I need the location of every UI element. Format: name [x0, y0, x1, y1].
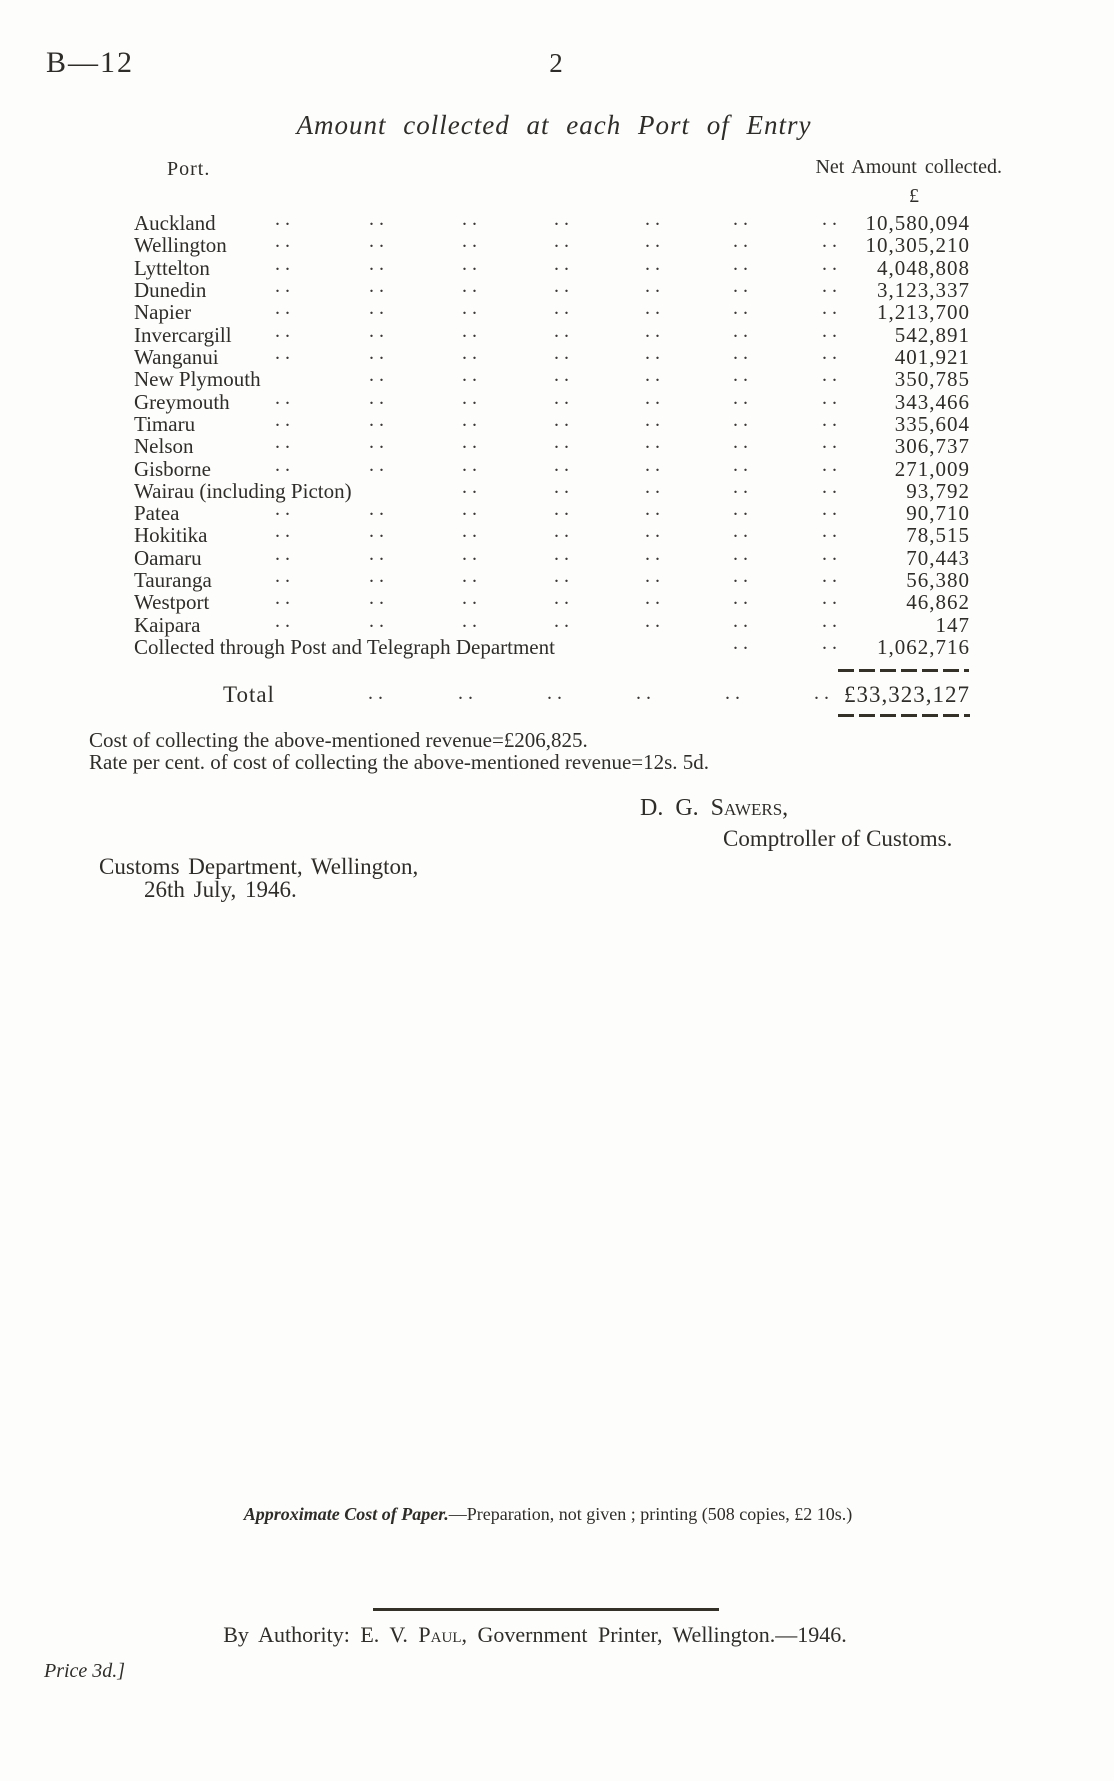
footer-rule — [373, 1608, 719, 1611]
dot-leader: .. — [733, 297, 753, 320]
dot-leader: .. — [645, 297, 665, 320]
dot-leader: .. — [462, 408, 482, 431]
authority-line — [0, 1622, 1070, 1648]
amount-value: 78,515 — [906, 523, 970, 548]
dot-leader: .. — [822, 587, 842, 610]
paper-cost-text: —Preparation, not given ; printing (508 copies, £2 10s.) — [448, 1504, 853, 1524]
dot-leader: .. — [275, 542, 295, 565]
dot-leader: .. — [645, 386, 665, 409]
total-row — [134, 682, 970, 708]
dot-leader: .. — [822, 520, 842, 543]
dot-leader: .. — [645, 475, 665, 498]
dot-leader: .. — [369, 408, 389, 431]
dot-leader: .. — [275, 208, 295, 230]
port-name: Lyttelton — [134, 255, 210, 280]
dot-leader: .. — [275, 565, 295, 588]
dot-leader: .. — [369, 230, 389, 253]
dot-leader: .. — [733, 230, 753, 253]
rule-below-total — [838, 714, 970, 717]
table-row — [134, 297, 970, 325]
dot-leader: .. — [733, 632, 753, 655]
table-row — [134, 386, 970, 414]
dot-leader: .. — [822, 408, 842, 431]
amount-value: 3,123,337 — [877, 277, 970, 302]
dot-leader: .. — [275, 386, 295, 409]
dot-leader: .. — [645, 453, 665, 476]
dot-leader: .. — [645, 520, 665, 543]
dot-leader: .. — [369, 542, 389, 565]
price-note: Price 3d.] — [44, 1660, 126, 1682]
dot-leader: .. — [733, 587, 753, 610]
dot-leader: .. — [275, 408, 295, 431]
amount-value: 10,305,210 — [865, 233, 970, 258]
column-header-port: Port. — [167, 158, 211, 180]
amount-value: 4,048,808 — [877, 255, 970, 280]
port-name: Napier — [134, 300, 192, 325]
paper-cost-note — [0, 1504, 1096, 1525]
dot-leader: .. — [462, 565, 482, 588]
dot-leader: .. — [554, 520, 574, 543]
dot-leader: .. — [275, 587, 295, 610]
table-row — [134, 341, 970, 369]
dot-leader: .. — [645, 230, 665, 253]
dot-leader: .. — [645, 252, 665, 275]
total-label: Total — [223, 682, 275, 707]
table-row — [134, 319, 970, 347]
dot-leader: .. — [822, 319, 842, 342]
port-name: Oamaru — [134, 545, 202, 570]
dot-leader: .. — [554, 542, 574, 565]
dot-leader: .. — [822, 565, 842, 588]
dot-leader: .. — [733, 252, 753, 275]
dot-leader: .. — [733, 498, 753, 521]
port-name: Patea — [134, 501, 180, 526]
authority-rest: , Government Printer, Wellington.—1946. — [461, 1622, 847, 1647]
authority-prefix: By Authority: — [223, 1622, 361, 1647]
dot-leader: .. — [733, 520, 753, 543]
dot-leader: .. — [554, 230, 574, 253]
dot-leader: .. — [822, 453, 842, 476]
dot-leader: .. — [733, 609, 753, 632]
amount-value: 90,710 — [906, 501, 970, 526]
port-name: Kaipara — [134, 612, 201, 637]
table-row — [134, 542, 970, 570]
amount-value: 343,466 — [894, 389, 970, 414]
dot-leader: .. — [733, 386, 753, 409]
cost-note: Cost of collecting the above-mentioned revenue=£206,825. — [89, 728, 588, 752]
dot-leader: .. — [462, 208, 482, 230]
amount-value: 542,891 — [894, 322, 970, 347]
dot-leader: .. — [369, 431, 389, 454]
dot-leader: .. — [462, 475, 482, 498]
port-name: Collected through Post and Telegraph Department — [134, 635, 555, 660]
port-name: Dunedin — [134, 277, 207, 302]
dot-leader: .. — [554, 341, 574, 364]
dot-leader: .. — [462, 274, 482, 297]
dot-leader: .. — [733, 364, 753, 387]
dot-leader: .. — [822, 230, 842, 253]
dot-leader: .. — [462, 386, 482, 409]
amount-value: 306,737 — [894, 434, 970, 459]
dot-leader: .. — [462, 520, 482, 543]
amount-value: 93,792 — [906, 478, 970, 503]
dot-leader: .. — [645, 364, 665, 387]
dot-leader: .. — [645, 319, 665, 342]
port-table — [134, 208, 970, 663]
dot-leader: .. — [554, 319, 574, 342]
total-amount: £33,323,127 — [844, 682, 970, 707]
dot-leader: .. — [554, 609, 574, 632]
signatory-name: D. G. Sawers, — [640, 795, 789, 821]
dot-leader: .. — [369, 274, 389, 297]
dot-leader: .. — [369, 252, 389, 275]
port-name: Hokitika — [134, 523, 208, 548]
dot-leader: .. — [822, 364, 842, 387]
dot-leader: .. — [462, 319, 482, 342]
port-name: Timaru — [134, 411, 196, 436]
dot-leader: .. — [822, 208, 842, 230]
port-name: Wairau (including Picton) — [134, 478, 352, 503]
dot-leader: .. — [645, 565, 665, 588]
dot-leader: .. — [462, 587, 482, 610]
dot-leader: .. — [369, 565, 389, 588]
dot-leader: .. — [275, 520, 295, 543]
dot-leader: .. — [554, 498, 574, 521]
dot-leader: .. — [733, 408, 753, 431]
port-name: Wanganui — [134, 344, 219, 369]
dot-leader: .. — [733, 208, 753, 230]
dot-leader: .. — [369, 609, 389, 632]
dot-leader: .. — [645, 587, 665, 610]
dot-leader: .. — [733, 341, 753, 364]
dot-leader: .. — [458, 682, 478, 704]
dot-leader: .. — [275, 498, 295, 521]
table-row — [134, 632, 970, 660]
amount-value: 1,213,700 — [877, 300, 970, 325]
dot-leader: .. — [369, 386, 389, 409]
dot-leader: .. — [822, 431, 842, 454]
dot-leader: .. — [554, 408, 574, 431]
dot-leader: .. — [554, 208, 574, 230]
dot-leader: .. — [462, 431, 482, 454]
dot-leader: .. — [725, 682, 745, 704]
dot-leader: .. — [368, 682, 388, 704]
dot-leader: .. — [822, 274, 842, 297]
dot-leader: .. — [462, 252, 482, 275]
dot-leader: .. — [554, 453, 574, 476]
table-row — [134, 408, 970, 436]
dot-leader: .. — [822, 609, 842, 632]
dot-leader: .. — [645, 274, 665, 297]
dot-leader: .. — [733, 475, 753, 498]
table-row — [134, 431, 970, 459]
table-row — [134, 475, 970, 503]
table-row — [134, 587, 970, 615]
dot-leader: .. — [733, 542, 753, 565]
table-row — [134, 565, 970, 593]
table-row — [134, 230, 970, 258]
dot-leader: .. — [547, 682, 567, 704]
dot-leader: .. — [822, 475, 842, 498]
dot-leader: .. — [369, 341, 389, 364]
dot-leader: .. — [554, 297, 574, 320]
table-row — [134, 498, 970, 526]
dot-leader: .. — [822, 252, 842, 275]
dot-leader: .. — [645, 431, 665, 454]
dot-leader: .. — [645, 341, 665, 364]
amount-value: 335,604 — [894, 411, 970, 436]
dot-leader: .. — [462, 364, 482, 387]
dot-leader: .. — [814, 682, 834, 704]
table-row — [134, 609, 970, 637]
port-name: New Plymouth — [134, 367, 261, 392]
dot-leader: .. — [275, 341, 295, 364]
port-name: Greymouth — [134, 389, 230, 414]
dot-leader: .. — [822, 386, 842, 409]
dot-leader: .. — [462, 542, 482, 565]
dot-leader: .. — [369, 498, 389, 521]
port-name: Invercargill — [134, 322, 232, 347]
dot-leader: .. — [554, 565, 574, 588]
dot-leader: .. — [822, 341, 842, 364]
column-header-amount: Net Amount collected. — [815, 156, 1002, 178]
dot-leader: .. — [733, 274, 753, 297]
dot-leader: .. — [275, 431, 295, 454]
dot-leader: .. — [733, 453, 753, 476]
dot-leader: .. — [636, 682, 656, 704]
amount-value: 10,580,094 — [865, 211, 970, 235]
port-name: Auckland — [134, 211, 216, 235]
port-name: Wellington — [134, 233, 227, 258]
table-title: Amount collected at each Port of Entry — [296, 110, 812, 140]
dot-leader: .. — [822, 542, 842, 565]
dot-leader: .. — [275, 609, 295, 632]
table-row — [134, 453, 970, 481]
table-row — [134, 274, 970, 302]
amount-value: 56,380 — [906, 568, 970, 593]
dot-leader: .. — [645, 408, 665, 431]
dot-leader: .. — [554, 252, 574, 275]
dot-leader: .. — [554, 587, 574, 610]
dot-leader: .. — [275, 230, 295, 253]
dot-leader: .. — [462, 609, 482, 632]
dot-leader: .. — [369, 453, 389, 476]
amount-value: 401,921 — [894, 344, 970, 369]
dot-leader: .. — [275, 252, 295, 275]
table-row — [134, 252, 970, 280]
department-line: Customs Department, Wellington, — [99, 854, 419, 879]
dot-leader: .. — [275, 297, 295, 320]
dot-leader: .. — [554, 274, 574, 297]
currency-symbol: £ — [909, 185, 919, 207]
dot-leader: .. — [462, 341, 482, 364]
authority-printer-name: E. V. Paul — [360, 1622, 462, 1647]
dot-leader: .. — [822, 632, 842, 655]
dot-leader: .. — [733, 565, 753, 588]
port-name: Westport — [134, 590, 210, 615]
dot-leader: .. — [822, 297, 842, 320]
rate-note: Rate per cent. of cost of collecting the above-mentioned revenue=12s. 5d. — [89, 750, 710, 774]
dot-leader: .. — [369, 208, 389, 230]
amount-value: 46,862 — [906, 590, 970, 615]
port-name: Nelson — [134, 434, 194, 459]
dot-leader: .. — [554, 475, 574, 498]
dot-leader: .. — [462, 498, 482, 521]
table-row — [134, 364, 970, 392]
dot-leader: .. — [554, 386, 574, 409]
dot-leader: .. — [645, 609, 665, 632]
amount-value: 1,062,716 — [877, 635, 970, 660]
port-name: Tauranga — [134, 568, 212, 593]
dot-leader: .. — [822, 498, 842, 521]
dot-leader: .. — [733, 319, 753, 342]
table-row — [134, 208, 970, 235]
dot-leader: .. — [645, 498, 665, 521]
dot-leader: .. — [645, 542, 665, 565]
dot-leader: .. — [645, 208, 665, 230]
report-code: B—12 — [46, 46, 135, 79]
amount-value: 350,785 — [894, 367, 970, 392]
dot-leader: .. — [554, 364, 574, 387]
dot-leader: .. — [275, 319, 295, 342]
dot-leader: .. — [462, 453, 482, 476]
amount-value: 271,009 — [894, 456, 970, 481]
date-line: 26th July, 1946. — [144, 877, 297, 902]
rule-above-total — [838, 669, 969, 672]
dot-leader: .. — [369, 587, 389, 610]
dot-leader: .. — [369, 319, 389, 342]
dot-leader: .. — [369, 364, 389, 387]
dot-leader: .. — [733, 431, 753, 454]
dot-leader: .. — [275, 453, 295, 476]
port-name: Gisborne — [134, 456, 211, 481]
page-number: 2 — [549, 48, 563, 78]
amount-value: 70,443 — [906, 545, 970, 570]
dot-leader: .. — [369, 520, 389, 543]
dot-leader: .. — [462, 297, 482, 320]
amount-value: 147 — [935, 612, 970, 637]
dot-leader: .. — [554, 431, 574, 454]
paper-cost-label: Approximate Cost of Paper. — [243, 1504, 449, 1524]
signatory-title: Comptroller of Customs. — [723, 826, 953, 851]
table-row — [134, 520, 970, 548]
dot-leader: .. — [462, 230, 482, 253]
dot-leader: .. — [369, 297, 389, 320]
dot-leader: .. — [275, 274, 295, 297]
